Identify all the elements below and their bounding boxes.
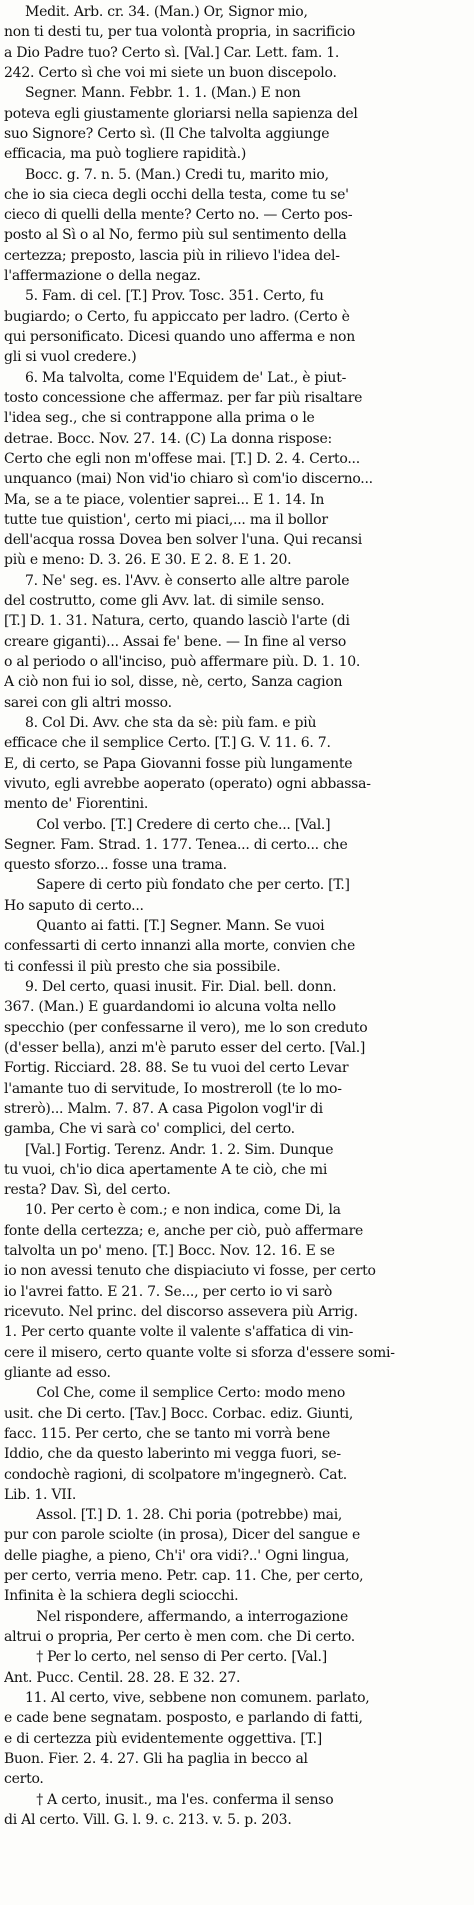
text-line: di Al certo. Vill. G. l. 9. c. 213. v. 5. p. 203.	[4, 1811, 292, 1828]
text-line: altrui o propria, Per certo è men com. che Di certo.	[4, 1629, 355, 1645]
text-line: E, di certo, se Papa Giovanni fosse più lungamente	[4, 755, 353, 772]
text-line: 9. Del certo, quasi inusit. Fir. Dial. bell. donn.	[25, 979, 337, 995]
text-line: gliante ad esso.	[4, 1364, 111, 1381]
text-line: cieco di quelli della mente? Certo no. — Certo pos-	[4, 207, 353, 224]
text-line: qui personificato. Dicesi quando uno afferma e non	[4, 329, 356, 345]
text-line: usit. che Di certo. [Tav.] Bocc. Corbac. ediz. Giunti,	[4, 1405, 354, 1422]
text-line: Fortig. Ricciard. 28. 88. Se tu vuoi del certo Levar	[4, 1060, 349, 1077]
text-line: Ma, se a te piace, volentier saprei... E 1. 14. In	[4, 491, 325, 508]
text-line: talvolta un po' meno. [T.] Bocc. Nov. 12. 16. E se	[4, 1243, 335, 1260]
text-line: dell'acqua rossa Dovea ben solver l'una. Qui recansi	[4, 532, 362, 549]
text-line: strerò)... Malm. 7. 87. A casa Pigolon vogl'ir di	[4, 1100, 323, 1117]
text-line: vivuto, egli avrebbe aoperato (operato) ogni abbassa-	[4, 775, 371, 792]
text-line: efficacia, ma può togliere rapidità.)	[4, 146, 247, 163]
text-line: questo sforzo... fosse una trama.	[4, 857, 227, 874]
text-line: detrae. Bocc. Nov. 27. 14. (C) La donna rispose:	[4, 430, 332, 447]
text-line: tutte tue quistion', certo mi piaci,... ma il bollor	[4, 511, 328, 528]
text-line: confessarti di certo innanzi alla morte, convien che	[4, 938, 355, 955]
text-line: 1. Per certo quante volte il valente s'affatica di vin-	[4, 1324, 354, 1341]
text-line: efficace che il semplice Certo. [T.] G. V. 11. 6. 7.	[4, 735, 331, 752]
text-line: io l'avrei fatto. E 21. 7. Se..., per certo io vi sarò	[4, 1283, 333, 1300]
text-line: fonte della certezza; e, anche per ciò, può affermare	[4, 1222, 364, 1239]
text-line: Quanto ai fatti. [T.] Segner. Mann. Se vuoi	[36, 918, 325, 935]
text-line: e di certezza più evidentemente oggettiva. [T.]	[4, 1730, 323, 1747]
text-line: che io sia cieca degli occhi della testa, come tu se'	[4, 186, 349, 203]
text-line: † Per lo certo, nel senso di Per certo. [Val.]	[36, 1649, 327, 1666]
text-line: Lib. 1. VII.	[4, 1486, 77, 1503]
text-line: Iddio, che da questo laberinto mi vegga fuori, se-	[4, 1446, 341, 1463]
text-line: A ciò non fui io sol, disse, nè, certo, Sanza cagion	[4, 674, 343, 691]
text-line: più e meno: D. 3. 26. E 30. E 2. 8. E 1. 20.	[4, 552, 292, 569]
text-line: facc. 115. Per certo, che se tanto mi vorrà bene	[4, 1425, 331, 1442]
text-line: Segner. Mann. Febbr. 1. 1. (Man.) E non	[25, 85, 301, 102]
text-line: ti confessi il più presto che sia possibile.	[4, 958, 281, 975]
text-line: delle piaghe, a pieno, Ch'i' ora vidi?..' Ogni lingua,	[4, 1547, 350, 1564]
text-line: l'amante tuo di servitude, Io mostreroll (te lo mo-	[4, 1080, 342, 1097]
text-line: posto al Sì o al No, fermo più sul sentimento della	[4, 227, 347, 244]
text-line: † A certo, inusit., ma l'es. conferma il senso	[36, 1791, 334, 1808]
text-line: mento de' Fiorentini.	[4, 796, 149, 813]
text-line: Segner. Fam. Strad. 1. 177. Tenea... di certo... che	[4, 836, 348, 853]
text-line: Ho saputo di certo...	[4, 897, 144, 914]
text-line: resta? Dav. Sì, del certo.	[4, 1182, 171, 1199]
text-line: 11. Al certo, vive, sebbene non comunem. parlato,	[25, 1689, 370, 1706]
text-line: condochè ragioni, di scolpatore m'ingegnerò. Cat.	[4, 1466, 347, 1483]
text-line: poteva egli giustamente gloriarsi nella sapienza del	[4, 105, 358, 122]
text-line: specchio (per confessarne il vero), me lo son creduto	[4, 1019, 368, 1036]
text-line: [Val.] Fortig. Terenz. Andr. 1. 2. Sim. Dunque	[25, 1141, 334, 1158]
text-line: 8. Col Di. Avv. che sta da sè: più fam. e più	[25, 714, 317, 731]
text-line: del costrutto, come gli Avv. lat. di simile senso.	[4, 593, 325, 610]
text-line: Certo che egli non m'offese mai. [T.] D. 2. 4. Certo...	[4, 450, 360, 467]
text-line: Col verbo. [T.] Credere di certo che... [Val.]	[36, 816, 331, 833]
text-line: certo.	[4, 1771, 44, 1788]
text-line: [T.] D. 1. 31. Natura, certo, quando lasciò l'arte (di	[4, 613, 350, 630]
text-line: Sapere di certo più fondato che per certo. [T.]	[36, 877, 350, 894]
text-line: Ant. Pucc. Centil. 28. 28. E 32. 27.	[4, 1669, 241, 1686]
text-line: (d'esser bella), anzi m'è paruto esser del certo. [Val.]	[4, 1039, 366, 1056]
text-line: io non avessi tenuto che dispiaciuto vi fosse, per certo	[4, 1263, 376, 1280]
text-line: Medit. Arb. cr. 34. (Man.) Or, Signor mio,	[25, 4, 308, 20]
text-line: 367. (Man.) E guardandomi io alcuna volta nello	[4, 999, 336, 1016]
text-line: suo Signore? Certo sì. (Il Che talvolta aggiunge	[4, 125, 330, 142]
text-line: non ti desti tu, per tua volontà propria, in sacrificio	[4, 24, 356, 41]
text-line: Nel rispondere, affermando, a interrogazione	[36, 1608, 349, 1625]
text-line: 6. Ma talvolta, come l'Equidem de' Lat., è piut-	[25, 369, 347, 386]
text-line: unquanco (mai) Non vid'io chiaro sì com'io discerno...	[4, 471, 373, 488]
text-line: tosto concessione che affermaz. per far più risaltare	[4, 389, 363, 406]
text-line: Buon. Fier. 2. 4. 27. Gli ha paglia in becco al	[4, 1750, 308, 1767]
text-line: cere il misero, certo quante volte si sforza d'essere somi-	[4, 1344, 395, 1361]
text-line: Assol. [T.] D. 1. 28. Chi poria (potrebbe) mai,	[36, 1507, 343, 1524]
text-line: 242. Certo sì che voi mi siete un buon discepolo.	[4, 64, 337, 81]
text-line: tu vuoi, ch'io dica apertamente A te ciò, che mi	[4, 1161, 328, 1178]
text-line: Infinita è la schiera degli sciocchi.	[4, 1588, 239, 1605]
text-line: sarei con gli altri mosso.	[4, 694, 172, 711]
text-line: 5. Fam. di cel. [T.] Prov. Tosc. 351. Certo, fu	[25, 288, 324, 305]
text-line: per certo, verria meno. Petr. cap. 11. Che, per certo,	[4, 1568, 364, 1585]
text-line: creare giganti)... Assai fe' bene. — In fine al verso	[4, 633, 347, 650]
text-line: certezza; preposto, lascia più in rilievo l'idea del-	[4, 247, 340, 264]
text-line: 10. Per certo è com.; e non indica, come Di, la	[25, 1202, 341, 1219]
text-line: bugiardo; o Certo, fu appiccato per ladro. (Certo è	[4, 308, 350, 325]
text-line: gamba, Che vi sarà co' complici, del certo.	[4, 1121, 295, 1138]
text-line: Col Che, come il semplice Certo: modo meno	[36, 1385, 346, 1402]
text-line: ricevuto. Nel princ. del discorso assevera più Arrig.	[4, 1304, 358, 1320]
text-line: a Dio Padre tuo? Certo sì. [Val.] Car. Lett. fam. 1.	[4, 44, 340, 61]
text-line: o al periodo o all'inciso, può affermare più. D. 1. 10.	[4, 654, 361, 670]
text-line: Bocc. g. 7. n. 5. (Man.) Credi tu, marito mio,	[25, 166, 329, 183]
text-line: pur con parole sciolte (in prosa), Dicer del sangue e	[4, 1527, 361, 1544]
text-line: l'affermazione o della negaz.	[4, 268, 201, 285]
text-line: 7. Ne' seg. es. l'Avv. è conserto alle altre parole	[25, 572, 350, 589]
text-line: e cade bene segnatam. posposto, e parlando di fatti,	[4, 1710, 363, 1727]
text-line: l'idea seg., che si contrappone alla prima o le	[4, 410, 315, 427]
text-line: gli si vuol credere.)	[4, 349, 137, 366]
